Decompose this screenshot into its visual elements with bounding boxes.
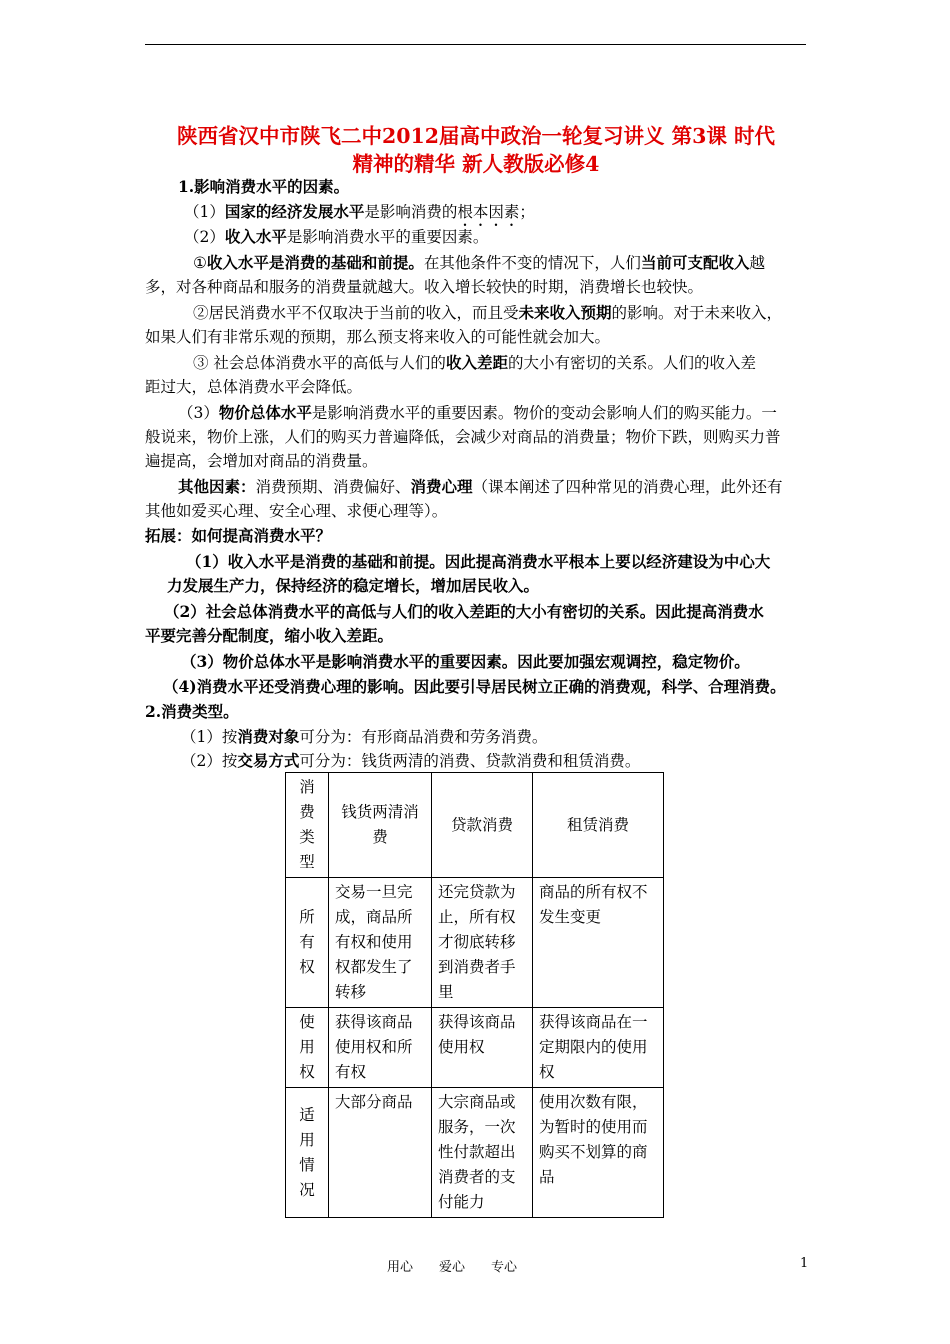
- table-header-row: [286, 773, 664, 878]
- table-cell: 获得该商品使用权和所有权: [329, 1008, 432, 1088]
- title-line-1: 陕西省汉中市陕飞二中2012届高中政治一轮复习讲义 第3课 时代: [176, 124, 776, 148]
- footer-motto: 用心 爱心 专心: [387, 1260, 518, 1275]
- paragraph-3-line-2: 般说来，物价上涨，人们的购买力普遍降低，会减少对商品的消费量；物价下跌，则购买力普: [145, 428, 781, 446]
- other-factors-line-1: 其他因素：消费预期、消费偏好、消费心理（课本阐述了四种常见的消费心理，此外还有: [178, 477, 783, 496]
- table-row-label: 适用情况: [286, 1088, 329, 1218]
- extension-3: （3）物价总体水平是影响消费水平的重要因素。因此要加强宏观调控，稳定物价。: [181, 652, 750, 671]
- table-header-cell: 租赁消费: [533, 773, 664, 878]
- table-cell: 获得该商品使用权: [432, 1008, 533, 1088]
- section-2-heading: 2.消费类型。: [145, 702, 239, 721]
- paragraph-3-line-1: （3）物价总体水平是影响消费水平的重要因素。物价的变动会影响人们的购买能力。一: [178, 403, 777, 422]
- paragraph-2-1-line-1: ①收入水平是消费的基础和前提。在其他条件不变的情况下，人们当前可支配收入越: [193, 253, 765, 272]
- other-factors-line-2: 其他如爱买心理、安全心理、求便心理等）。: [145, 502, 448, 520]
- paragraph-3-line-3: 遍提高，会增加对商品的消费量。: [145, 452, 378, 470]
- table-row-label: 所有权: [286, 878, 329, 1008]
- extension-2-line-2: 平要完善分配制度，缩小收入差距。: [145, 626, 394, 645]
- paragraph-1: （1）国家的经济发展水平是影响消费的根本因素；: [184, 202, 535, 221]
- table-row: [286, 1008, 664, 1088]
- extension-1-line-2: 力发展生产力，保持经济的稳定增长，增加居民收入。: [167, 576, 540, 595]
- paragraph-2-2-line-2: 如果人们有非常乐观的预期，那么预支将来收入的可能性就会加大。: [145, 328, 611, 346]
- table-row: [286, 878, 664, 1008]
- extension-1-line-1: （1）收入水平是消费的基础和前提。因此提高消费水平根本上要以经济建设为中心大: [186, 552, 771, 571]
- extension-heading: 拓展：如何提高消费水平？: [145, 526, 332, 545]
- table-cell: 大部分商品: [329, 1088, 432, 1218]
- table-row-label: 使用权: [286, 1008, 329, 1088]
- paragraph-2-2-line-1: ②居民消费水平不仅取决于当前的收入，而且受未来收入预期的影响。对于未来收入，: [193, 303, 783, 322]
- paragraph-2-3-line-1: ③ 社会总体消费水平的高低与人们的收入差距的大小有密切的关系。人们的收入差: [193, 353, 756, 372]
- table-cell: 获得该商品在一定期限内的使用权: [533, 1008, 664, 1088]
- paragraph-2-3-line-2: 距过大，总体消费水平会降低。: [145, 378, 363, 396]
- extension-2-line-1: （2）社会总体消费水平的高低与人们的收入差距的大小有密切的关系。因此提高消费水: [164, 602, 764, 621]
- paragraph-2-1-line-2: 多，对各种商品和服务的消费量就越大。收入增长较快的时期，消费增长也较快。: [145, 278, 704, 296]
- page-number: 1: [800, 1256, 809, 1271]
- type-by-object: （1）按消费对象可分为：有形商品消费和劳务消费。: [181, 727, 548, 746]
- table-row: [286, 1088, 664, 1218]
- table-cell: 使用次数有限，为暂时的使用而购买不划算的商品: [533, 1088, 664, 1218]
- table-header-cell: 消费类型: [286, 773, 329, 878]
- table-cell: 还完贷款为止，所有权才彻底转移到消费者手里: [432, 878, 533, 1008]
- table-header-cell: 钱货两清消费: [329, 773, 432, 878]
- table-cell: 商品的所有权不发生变更: [533, 878, 664, 1008]
- table-header-cell: 贷款消费: [432, 773, 533, 878]
- document-title: [140, 122, 812, 178]
- type-by-transaction: （2）按交易方式可分为：钱货两清的消费、贷款消费和租赁消费。: [181, 751, 641, 770]
- table-cell: 大宗商品或服务，一次性付款超出消费者的支付能力: [432, 1088, 533, 1218]
- table-cell: 交易一旦完成，商品所有权和使用权都发生了转移: [329, 878, 432, 1008]
- extension-4: （4)消费水平还受消费心理的影响。因此要引导居民树立正确的消费观，科学、合理消费。: [163, 677, 786, 696]
- header-rule: [145, 44, 806, 45]
- title-line-2: 精神的精华 新人教版必修4: [352, 152, 600, 176]
- paragraph-2: （2）收入水平是影响消费水平的重要因素。: [184, 227, 489, 246]
- consumption-type-table: [285, 772, 664, 1218]
- section-1-heading: 1.影响消费水平的因素。: [178, 177, 350, 196]
